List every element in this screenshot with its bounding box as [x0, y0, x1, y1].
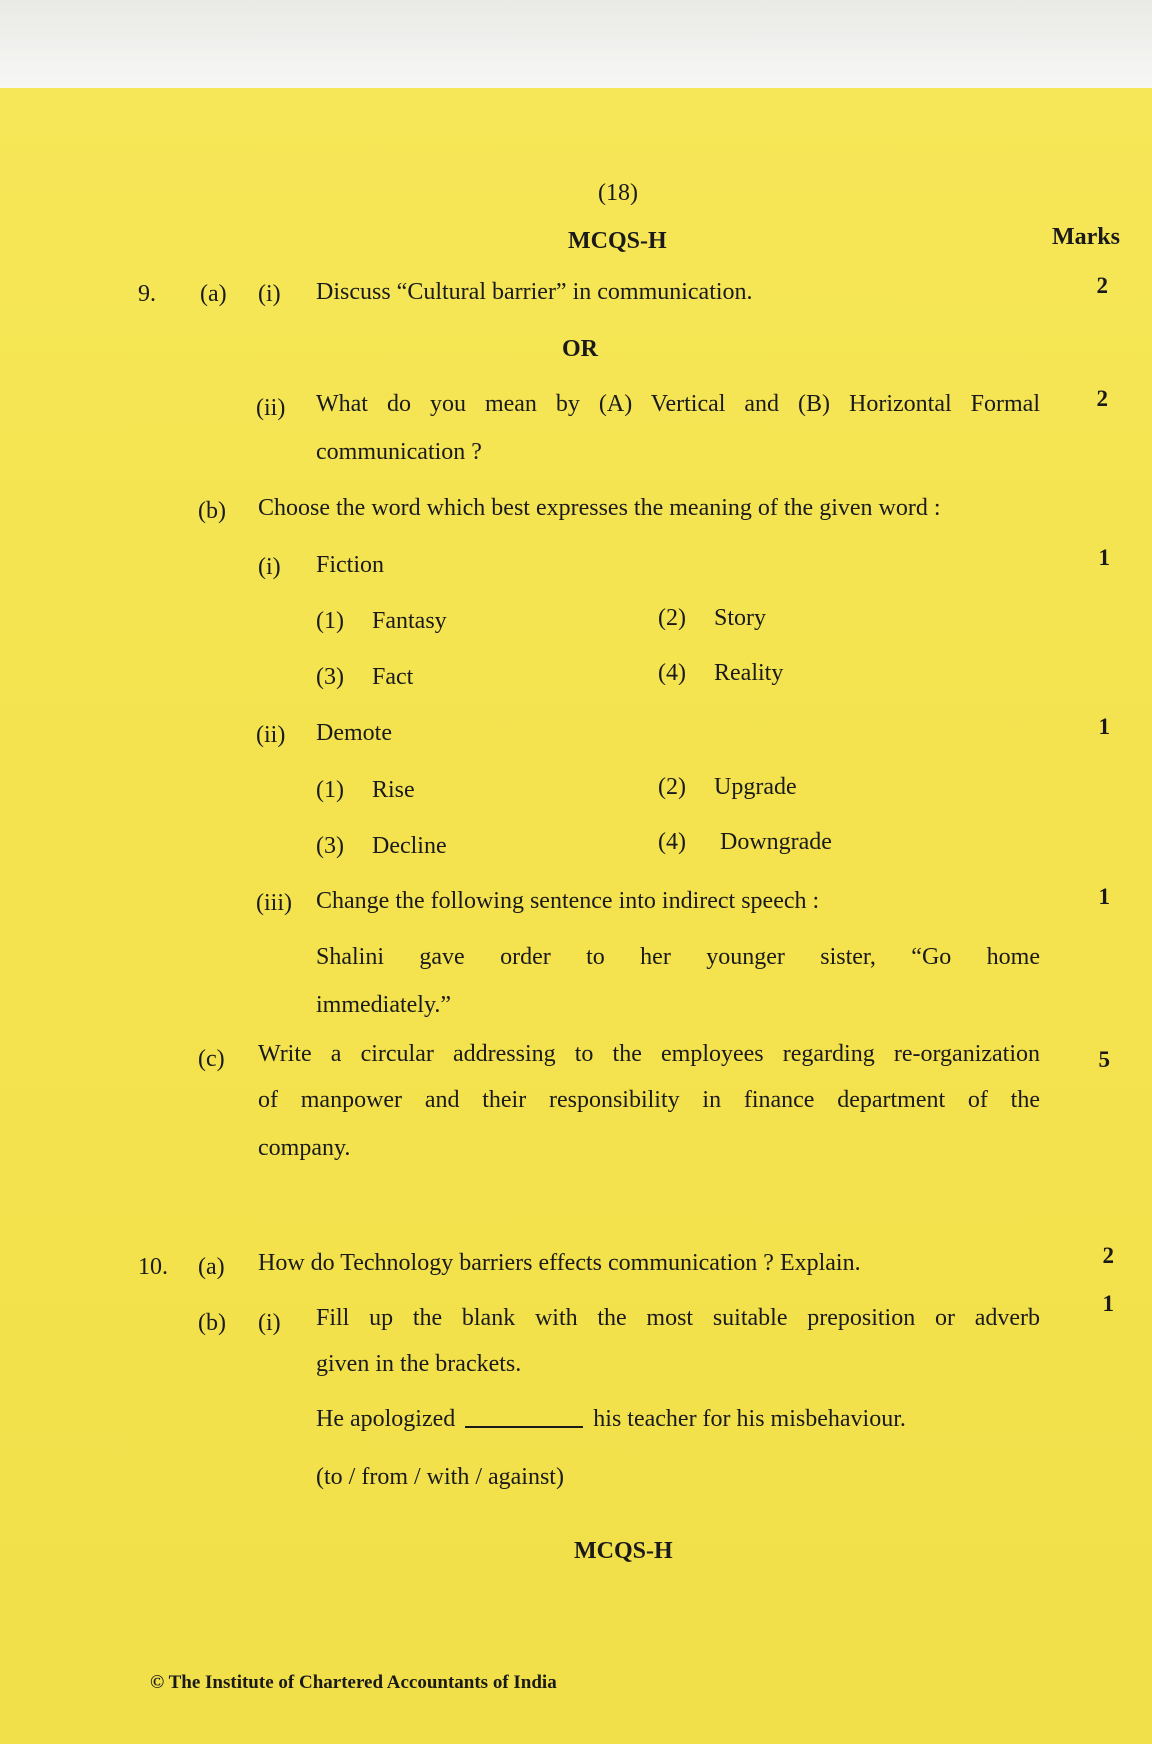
- q9a-ii-label: (ii): [256, 395, 286, 421]
- q9b-i-marks: 1: [1098, 545, 1110, 570]
- or-separator: OR: [562, 336, 598, 362]
- option-text: Decline: [372, 833, 447, 859]
- question-number-9: 9.: [138, 281, 156, 307]
- q9b-iii-text: Change the following sentence into indirect speech :: [316, 888, 820, 914]
- q9a-ii-line2: communication ?: [316, 439, 482, 465]
- q10b-marks: 1: [1102, 1291, 1114, 1316]
- option-number: (3): [316, 664, 344, 690]
- q9b-iii-sentence-line1: Shalini gave order to her younger sister, “Go home: [316, 944, 1040, 970]
- option-number: (2): [658, 774, 686, 800]
- q9b-iii-label: (iii): [256, 890, 292, 916]
- paper-code-header: MCQS-H: [568, 228, 667, 254]
- q9b-iii-sentence-line2: immediately.”: [316, 992, 452, 1018]
- option-number: (2): [658, 605, 686, 631]
- option-number: (4): [658, 660, 686, 686]
- q9b-i-label: (i): [258, 554, 281, 580]
- option-text: Story: [714, 605, 767, 631]
- q9-part-a-label: (a): [200, 281, 227, 307]
- option-number: (3): [316, 833, 344, 859]
- q9a-ii-line1: What do you mean by (A) Vertical and (B) Horizontal Formal: [316, 391, 1040, 417]
- q9-part-c-label: (c): [198, 1046, 225, 1072]
- q9c-line2: of manpower and their responsibility in finance department of the: [258, 1087, 1040, 1113]
- option-number: (1): [316, 608, 344, 634]
- q9b-iii-marks: 1: [1098, 884, 1110, 909]
- q10-part-b-label: (b): [198, 1310, 226, 1336]
- q10a-marks: 2: [1102, 1243, 1114, 1268]
- q9b-ii-label: (ii): [256, 722, 286, 748]
- q9-part-b-label: (b): [198, 498, 226, 524]
- q9a-i-text: Discuss “Cultural barrier” in communication.: [316, 279, 753, 305]
- option-text: Fact: [372, 664, 414, 690]
- option-number: (1): [316, 777, 344, 803]
- option-text: Fantasy: [372, 608, 447, 634]
- option-text: Rise: [372, 777, 415, 803]
- q9c-line3: company.: [258, 1135, 351, 1161]
- page-number: (18): [598, 180, 638, 206]
- option-text: Upgrade: [714, 774, 797, 800]
- sentence-after-blank: his teacher for his misbehaviour.: [593, 1406, 906, 1432]
- marks-column-header: Marks: [1052, 224, 1120, 250]
- copyright-notice: © The Institute of Chartered Accountants of India: [150, 1672, 557, 1693]
- q10a-text: How do Technology barriers effects communication ? Explain.: [258, 1250, 861, 1276]
- q10b-choices: (to / from / with / against): [316, 1464, 564, 1490]
- answer-blank: [465, 1426, 583, 1428]
- q9b-intro: Choose the word which best expresses the meaning of the given word :: [258, 495, 941, 521]
- fill-in-blank-sentence: [316, 1406, 906, 1433]
- question-number-10: 10.: [138, 1254, 168, 1280]
- q10b-line2: given in the brackets.: [316, 1351, 522, 1377]
- q9b-ii-marks: 1: [1098, 714, 1110, 739]
- option-number: (4): [658, 829, 686, 855]
- q9a-ii-marks: 2: [1096, 386, 1108, 411]
- option-text: Reality: [714, 660, 784, 686]
- sentence-before-blank: He apologized: [316, 1406, 456, 1432]
- q9b-i-word: Fiction: [316, 552, 385, 578]
- q9c-marks: 5: [1098, 1047, 1110, 1072]
- q9b-ii-word: Demote: [316, 720, 392, 746]
- q9c-line1: Write a circular addressing to the employees regarding re-organization: [258, 1041, 1040, 1067]
- q9a-i-marks: 2: [1096, 273, 1108, 298]
- q10-part-a-label: (a): [198, 1254, 225, 1280]
- option-text: Downgrade: [720, 829, 832, 855]
- scan-top-margin: [0, 0, 1152, 88]
- q10b-i-label: (i): [258, 1310, 281, 1336]
- q9a-i-label: (i): [258, 281, 281, 307]
- paper-code-footer: MCQS-H: [574, 1538, 673, 1564]
- q10b-line1: Fill up the blank with the most suitable preposition or adverb: [316, 1305, 1040, 1331]
